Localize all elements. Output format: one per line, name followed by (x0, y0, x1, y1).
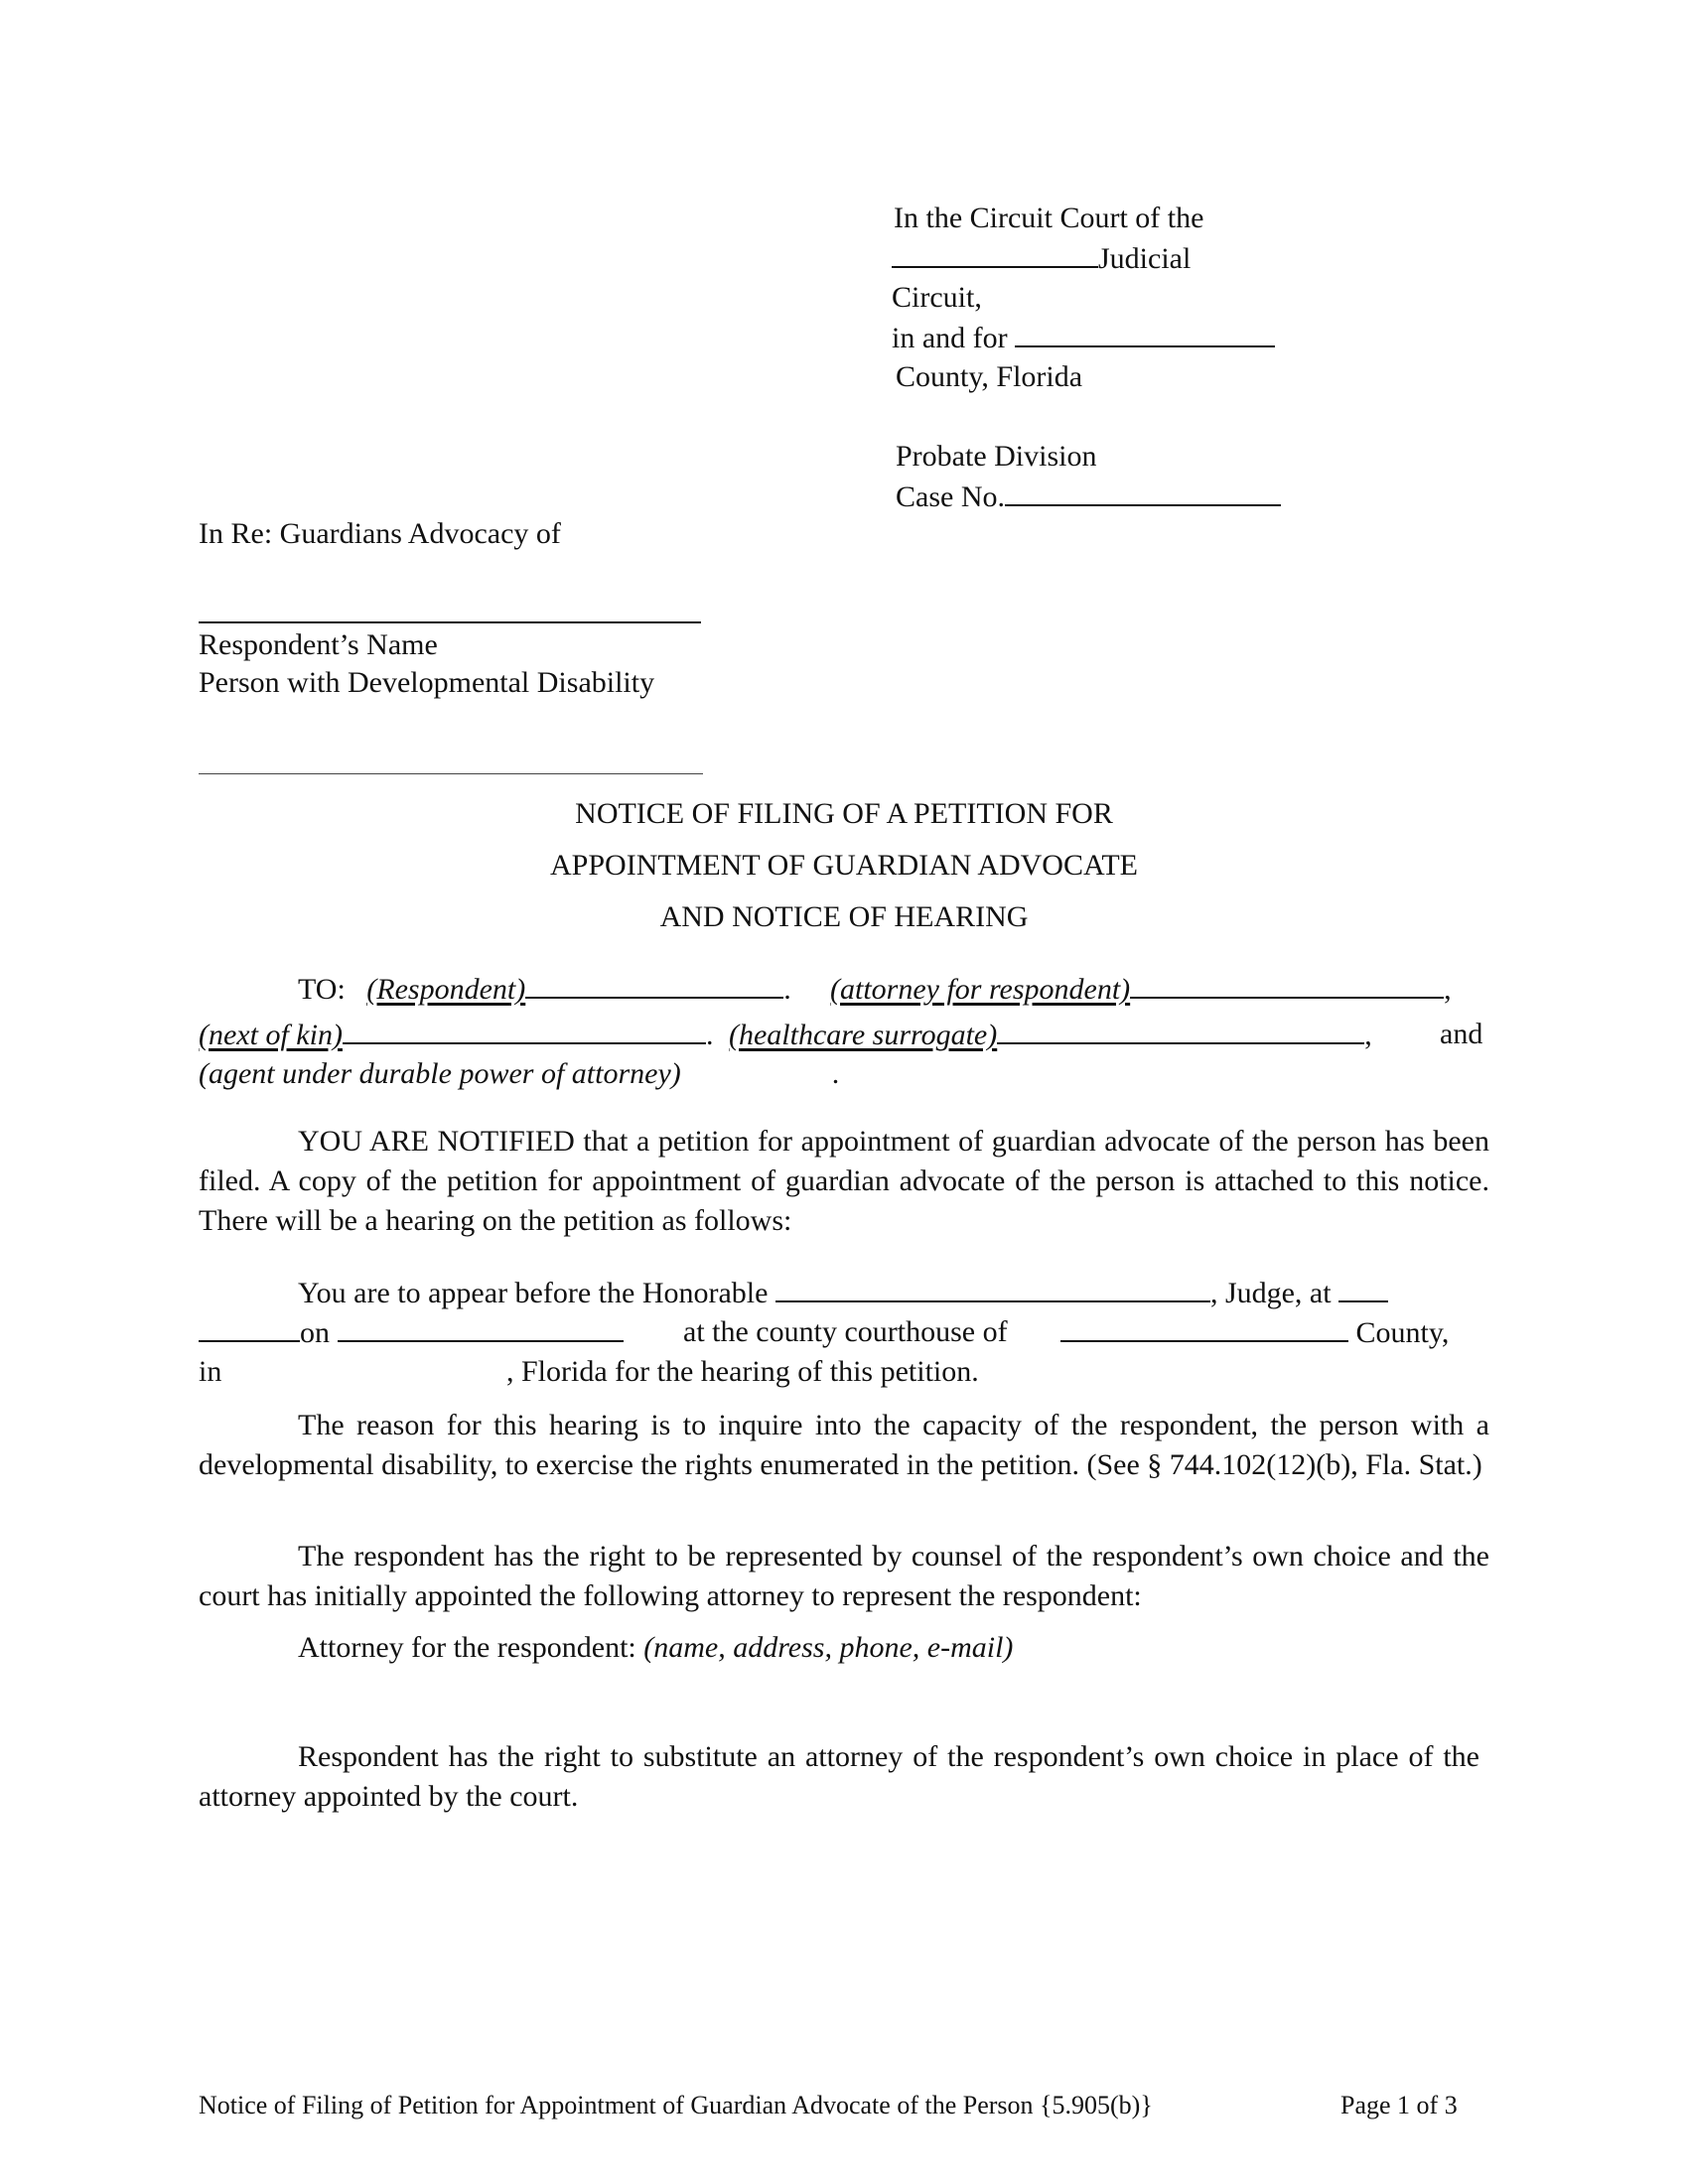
county-florida-label: County, Florida (896, 360, 1083, 393)
attorney-blank[interactable] (1130, 969, 1444, 999)
substitute-paragraph (199, 1737, 1479, 1817)
division-label: Probate Division (896, 440, 1097, 473)
appear-text-a: You are to appear before the Honorable (298, 1277, 769, 1309)
respondent-name-label: Respondent’s Name (199, 628, 438, 661)
attorney-field[interactable]: (attorney for respondent) (830, 973, 1131, 1006)
attorney-info-hint[interactable]: (name, address, phone, e-mail) (643, 1631, 1014, 1664)
respondent-name-blank[interactable] (199, 621, 701, 623)
attorney-info-label: Attorney for the respondent: (298, 1631, 636, 1664)
agent-period: . (831, 1057, 840, 1090)
appear-courthouse-label: at the county courthouse of (683, 1315, 1008, 1348)
document-title-line-3: AND NOTICE OF HEARING (659, 900, 1029, 933)
attorney-info-line (298, 1628, 1013, 1668)
courthouse-county-blank[interactable] (1060, 1312, 1348, 1342)
to-line-1: TO: (Respondent) . (298, 969, 791, 1010)
appear-courthouse-group (1060, 1312, 1449, 1353)
substitute-text: Respondent has the right to substitute an attorney of the respondent’s own choice in place of the attorney appointed by the court. (199, 1740, 1479, 1813)
time-blank-part-1[interactable] (1338, 1273, 1388, 1302)
respondent-blank[interactable] (525, 969, 783, 999)
notice-text: YOU ARE NOTIFIED that a petition for appointment of guardian advocate of the person has been filed. A copy of the petition for appointment of guardian advocate of the person is attached to this notice. There will be a hearing on the petition as follows: (199, 1125, 1489, 1237)
reason-text: The reason for this hearing is to inquire into the capacity of the respondent, the person with a developmental disability, to exercise the rights enumerated in the petition. (See § 744.102(12)(b), Fla. Stat.) (199, 1409, 1489, 1481)
case-number-blank[interactable] (1005, 477, 1281, 506)
to-label: TO: (298, 973, 346, 1006)
next-of-kin-field[interactable]: (next of kin) (199, 1019, 343, 1051)
notice-paragraph (199, 1122, 1489, 1241)
appear-line-1 (298, 1273, 1388, 1313)
county-blank[interactable] (1015, 318, 1275, 347)
appear-on-label: on (300, 1316, 330, 1349)
reason-paragraph (199, 1406, 1489, 1485)
circuit-label: Circuit, (892, 281, 982, 314)
footer-form-title: Notice of Filing of Petition for Appointment of Guardian Advocate of the Person {5.905(b)} (199, 2091, 1153, 2119)
agent-field[interactable]: (agent under durable power of attorney) (199, 1057, 681, 1090)
healthcare-field-group: (healthcare surrogate) , (729, 1015, 1372, 1055)
healthcare-surrogate-blank[interactable] (997, 1015, 1364, 1044)
in-and-for-line (892, 318, 1275, 358)
case-number-label: Case No. (896, 480, 1005, 513)
and-label: and (1440, 1018, 1483, 1050)
appear-in-label: in (199, 1355, 222, 1388)
judicial-label: Judicial (1098, 242, 1192, 275)
case-number-line (896, 477, 1281, 517)
appear-closing-text: , Florida for the hearing of this petition. (506, 1355, 979, 1388)
developmental-disability-label: Person with Developmental Disability (199, 666, 655, 699)
attorney-field-group: (attorney for respondent) , (830, 969, 1452, 1010)
caption-divider (199, 773, 703, 774)
respondent-field[interactable]: (Respondent) (366, 973, 526, 1006)
judicial-line (892, 238, 1191, 279)
judicial-circuit-blank[interactable] (892, 238, 1098, 268)
to-line-3 (199, 1054, 839, 1094)
healthcare-surrogate-field[interactable]: (healthcare surrogate) (729, 1019, 998, 1051)
counsel-text: The respondent has the right to be represented by counsel of the respondent’s own choice and the court has initially appointed the following attorney to represent the respondent: (199, 1540, 1489, 1612)
appear-line-2 (199, 1312, 624, 1353)
document-title-line-1: NOTICE OF FILING OF A PETITION FOR (575, 797, 1113, 830)
time-blank-part-2[interactable] (199, 1312, 300, 1342)
in-re-caption: In Re: Guardians Advocacy of (199, 517, 561, 550)
judge-name-blank[interactable] (775, 1273, 1210, 1302)
court-name: In the Circuit Court of the (894, 202, 1204, 234)
in-and-for-label: in and for (892, 322, 1008, 354)
date-blank[interactable] (338, 1312, 624, 1342)
appear-county-label: County, (1355, 1316, 1450, 1349)
appear-text-b: , Judge, at (1209, 1277, 1332, 1309)
footer-page-number: Page 1 of 3 (1340, 2091, 1458, 2119)
to-line-2: (next of kin) . (199, 1015, 713, 1055)
document-title-line-2: APPOINTMENT OF GUARDIAN ADVOCATE (550, 849, 1138, 882)
counsel-paragraph (199, 1537, 1489, 1616)
next-of-kin-blank[interactable] (343, 1015, 706, 1044)
